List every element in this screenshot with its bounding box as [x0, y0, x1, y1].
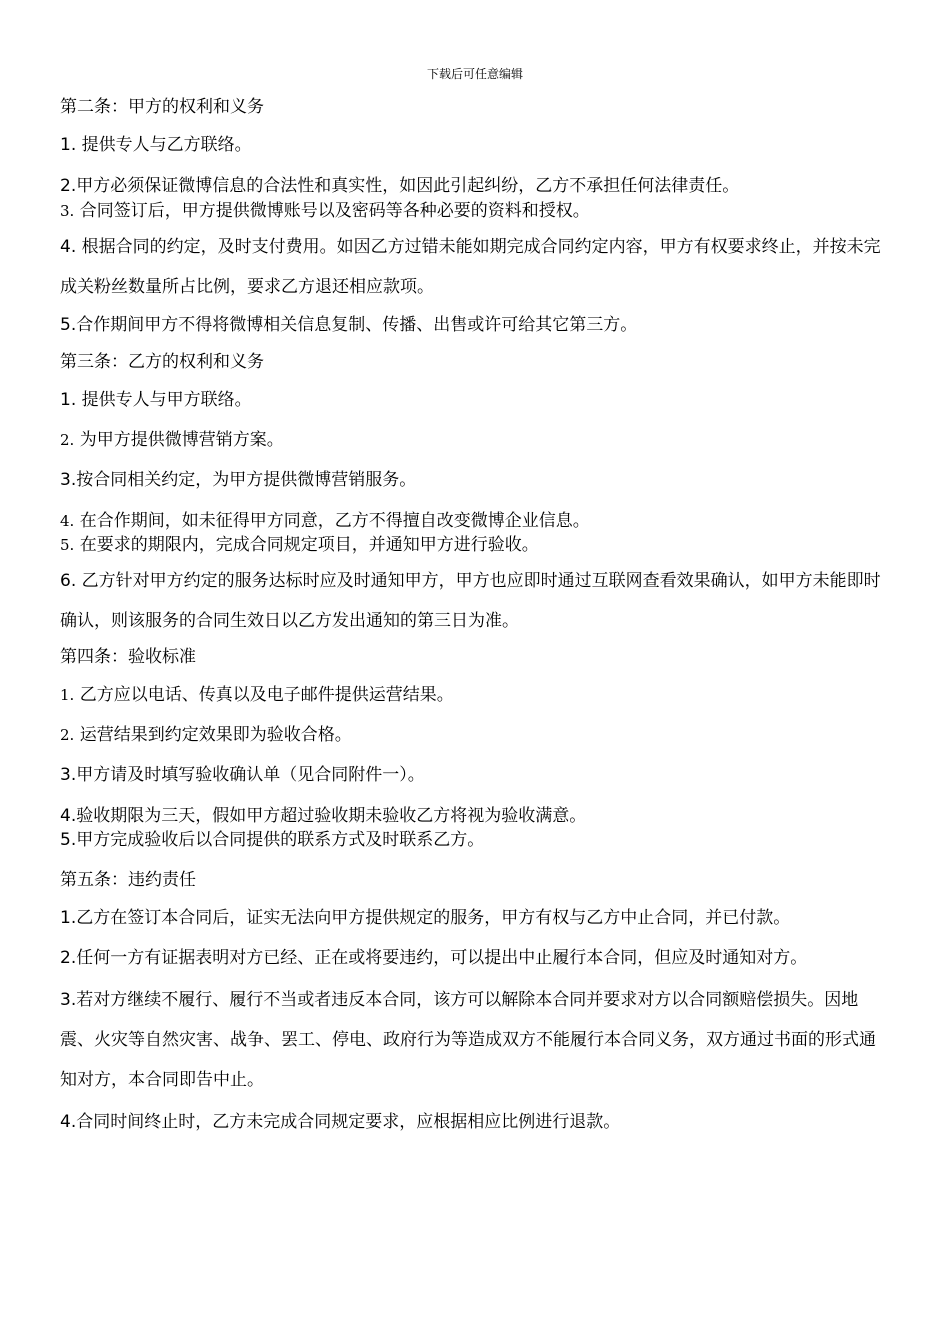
clause-text: 合同时间终止时，乙方未完成合同规定要求，应根据相应比例进行退款。 — [76, 1112, 621, 1132]
clause-text: 乙方在签订本合同后，证实无法向甲方提供规定的服务，甲方有权与乙方中止合同，并已付款。 — [76, 908, 791, 928]
clause-item — [60, 561, 886, 641]
clause-number: 1. — [60, 686, 75, 704]
clause-text: 验收期限为三天，假如甲方超过验收期未验收乙方将视为验收满意。 — [76, 806, 587, 826]
clause-number: 3. — [60, 765, 77, 785]
clause-text: 根据合同的约定，及时支付费用。如因乙方过错未能如期完成合同约定内容，甲方有权要求终止，并按未完成关粉丝数量所占比例，要求乙方退还相应款项。 — [60, 237, 881, 297]
clause-item — [60, 460, 886, 500]
clause-text: 甲方请及时填写验收确认单（见合同附件一）。 — [76, 765, 425, 785]
clause-number: 1. — [60, 390, 77, 410]
clause-text: 合同签订后，甲方提供微博账号以及密码等各种必要的资料和授权。 — [74, 201, 590, 221]
clause-number: 5. — [60, 536, 75, 554]
clause-number: 3. — [60, 470, 77, 490]
clause-item — [60, 715, 886, 755]
clause-number: 2. — [60, 948, 77, 968]
section-title: 第五条：违约责任 — [60, 870, 196, 890]
clause-number: 5. — [60, 315, 77, 335]
clause-text: 运营结果到约定效果即为验收合格。 — [74, 725, 352, 745]
clause-number: 2. — [60, 176, 77, 196]
clause-item — [60, 755, 886, 795]
clause-number: 3. — [60, 202, 75, 220]
clause-item — [60, 675, 886, 715]
clause-number: 2. — [60, 726, 75, 744]
section-title: 第四条：验收标准 — [60, 647, 196, 667]
clause-text: 甲方必须保证微博信息的合法性和真实性，如因此引起纠纷，乙方不承担任何法律责任。 — [76, 176, 740, 196]
clause-text: 任何一方有证据表明对方已经、正在或将要违约，可以提出中止履行本合同，但应及时通知对方。 — [76, 948, 808, 968]
clause-item — [60, 938, 886, 978]
page-header-note: 下载后可任意编辑 — [426, 67, 523, 81]
section-title: 第二条：甲方的权利和义务 — [60, 97, 264, 117]
clause-item — [60, 227, 886, 307]
clause-text: 提供专人与乙方联络。 — [76, 135, 252, 155]
clause-number: 1. — [60, 908, 77, 928]
clause-number: 2. — [60, 431, 75, 449]
clause-item — [60, 898, 886, 938]
clause-text: 合作期间甲方不得将微博相关信息复制、传播、出售或许可给其它第三方。 — [76, 315, 638, 335]
clause-text: 为甲方提供微博营销方案。 — [74, 430, 284, 450]
clause-item — [60, 307, 886, 344]
clause-item — [60, 125, 886, 165]
clause-item — [60, 1102, 886, 1142]
section-title: 第三条：乙方的权利和义务 — [60, 352, 264, 372]
clause-text: 乙方针对甲方约定的服务达标时应及时通知甲方，甲方也应即时通过互联网查看效果确认，如甲方未能即时确认，则该服务的合同生效日以乙方发出通知的第三日为准。 — [60, 571, 881, 631]
clause-number: 4. — [60, 237, 77, 257]
clause-number: 4. — [60, 1112, 77, 1132]
clause-text: 按合同相关约定，为甲方提供微博营销服务。 — [76, 470, 417, 490]
clause-item — [60, 828, 886, 852]
clause-number: 1. — [60, 135, 77, 155]
clause-text: 若对方继续不履行、履行不当或者违反本合同，该方可以解除本合同并要求对方以合同额赔偿损失。因地震、火灾等自然灾害、战争、罢工、停电、政府行为等造成双方不能履行本合同义务，双方通过书面的形式通知对方，本合同即告中止。 — [60, 990, 876, 1090]
clause-number: 5. — [60, 830, 77, 850]
clause-text: 提供专人与甲方联络。 — [76, 390, 252, 410]
clause-item — [60, 533, 886, 557]
clause-item — [60, 420, 886, 460]
clause-text: 乙方应以电话、传真以及电子邮件提供运营结果。 — [74, 685, 454, 705]
clause-number: 6. — [60, 571, 77, 591]
clause-number: 4. — [60, 512, 75, 530]
clause-number: 3. — [60, 990, 77, 1010]
clause-text: 甲方完成验收后以合同提供的联系方式及时联系乙方。 — [76, 830, 485, 850]
clause-item — [60, 980, 886, 1100]
document-body — [60, 95, 886, 1142]
clause-item — [60, 199, 886, 223]
clause-item — [60, 380, 886, 420]
clause-text: 在要求的期限内，完成合同规定项目，并通知甲方进行验收。 — [74, 535, 539, 555]
clause-number: 4. — [60, 806, 77, 826]
clause-text: 在合作期间，如未征得甲方同意，乙方不得擅自改变微博企业信息。 — [74, 511, 590, 531]
